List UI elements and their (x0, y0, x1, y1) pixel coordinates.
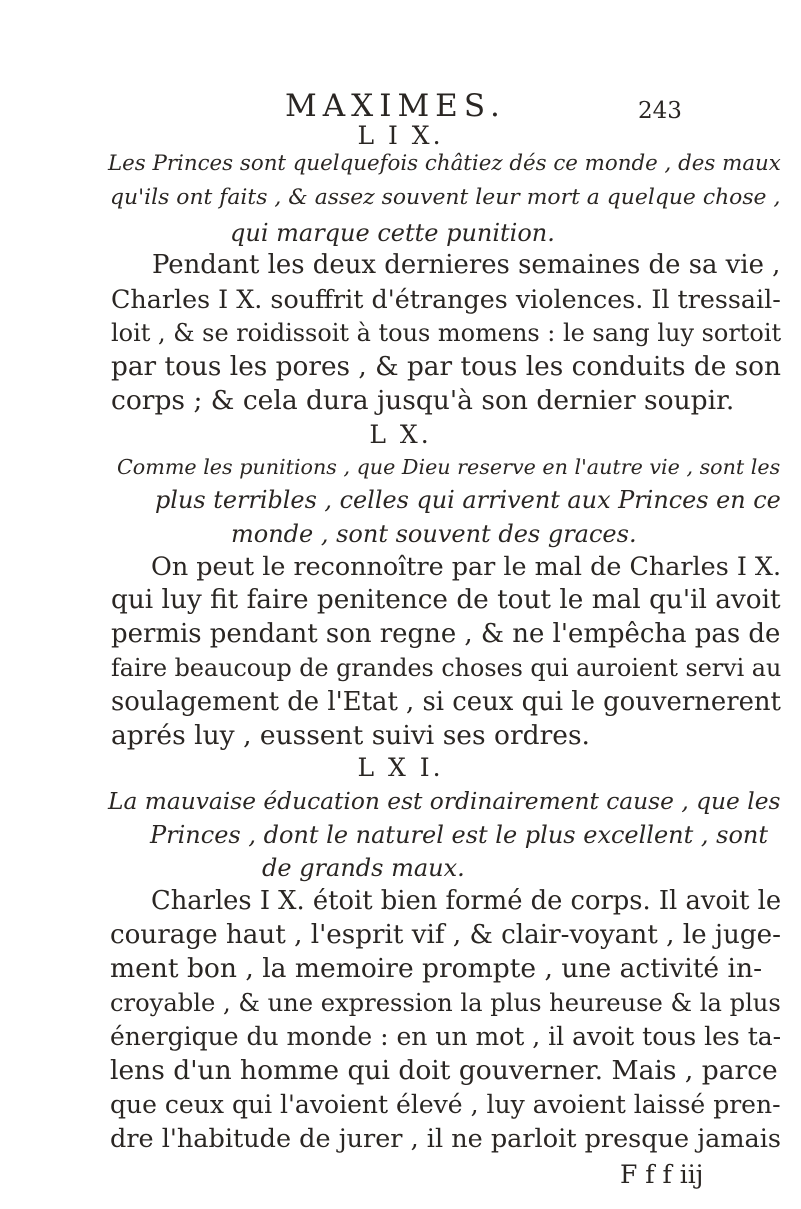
paragraph-line: Pendant les deux dernieres semaines de sa vie , (152, 250, 781, 280)
paragraph-line: Charles I X. étoit bien formé de corps. Il avoit le (151, 886, 782, 916)
signature-mark: F f f iij (620, 1160, 704, 1189)
paragraph-line: aprés luy , eussent suivi ses ordres. (111, 720, 590, 751)
paragraph-line: loit , & se roidissoit à tous momens : le sang luy sortoit (111, 319, 782, 347)
paragraph-line: énergique du monde : en un mot , il avoit tous les ta- (110, 1022, 782, 1051)
paragraph-line: courage haut , l'esprit vif , & clair-voyant , le juge- (110, 920, 781, 950)
paragraph-line: soulagement de l'Etat , si ceux qui le gouvernerent (111, 687, 781, 717)
paragraph-line: permis pendant son regne , & ne l'empêcha pas de (111, 619, 781, 649)
paragraph-line: faire beaucoup de grandes choses qui auroient servi au (111, 654, 782, 682)
running-title: MAXIMES. (285, 88, 506, 124)
maxim-line: qui marque cette punition. (230, 219, 555, 247)
paragraph-line: que ceux qui l'avoient élevé , luy avoient laissé pren- (110, 1090, 781, 1119)
paragraph-line: On peut le reconnoître par le mal de Charles I X. (151, 551, 782, 581)
paragraph-line: qui luy fit faire penitence de tout le mal qu'il avoit (111, 585, 781, 615)
maxim-line: monde , sont souvent des graces. (231, 520, 637, 548)
paragraph-line: corps ; & cela dura jusqu'à son dernier soupir. (111, 385, 735, 416)
paragraph-line: Charles I X. souffrit d'étranges violences. Il tressail- (111, 284, 781, 314)
maxim-line: Comme les punitions , que Dieu reserve en l'autre vie , sont les (117, 455, 781, 479)
maxim-line: qu'ils ont faits , & assez souvent leur mort a quelque chose , (110, 185, 781, 210)
paragraph-line: par tous les pores , & par tous les conduits de son (111, 352, 781, 382)
paragraph-line: dre l'habitude de jurer , il ne parloit presque jamais (110, 1124, 781, 1154)
section-number: L X. (369, 420, 432, 449)
paragraph-line: lens d'un homme qui doit gouverner. Mais , parce (110, 1055, 778, 1086)
section-number: L I X. (357, 121, 444, 150)
maxim-line: plus terribles , celles qui arrivent aux Princes en ce (155, 486, 781, 514)
maxim-line: Les Princes sont quelquefois châtiez dés ce monde , des maux (108, 151, 781, 176)
page-number: 243 (638, 98, 682, 124)
section-number: L X I. (357, 753, 444, 782)
maxim-line: de grands maux. (262, 854, 465, 882)
paragraph-line: ment bon , la memoire prompte , une activité in- (110, 953, 763, 984)
maxim-line: La mauvaise éducation est ordinairement cause , que les (108, 788, 781, 815)
paragraph-line: croyable , & une expression la plus heureuse & la plus (110, 989, 781, 1017)
maxim-line: Princes , dont le naturel est le plus excellent , sont (150, 821, 769, 849)
